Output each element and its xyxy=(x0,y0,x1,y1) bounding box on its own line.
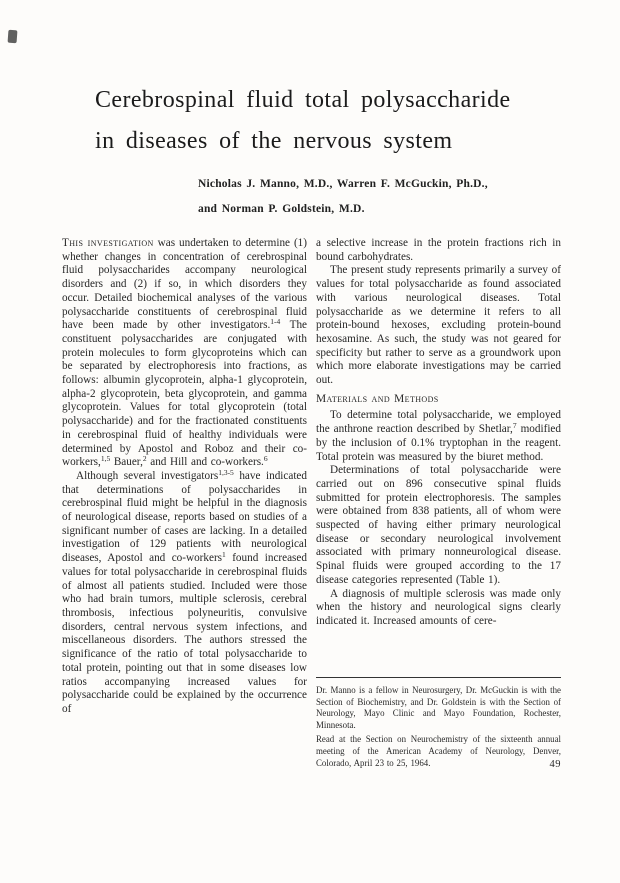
text-run: Dr. Manno is a fellow in Neurosurgery, Dr. McGuckin is with the Section of Biochemistry, and Dr. Goldstein is with the Section of Neurology, Mayo Clinic and Mayo Foundation, Rochester, Minnesota. xyxy=(316,685,561,730)
text-run: This investigation xyxy=(62,237,154,249)
paragraph xyxy=(316,464,561,587)
scan-ink-smudge xyxy=(8,30,18,44)
article-title xyxy=(95,80,575,162)
text-run: The constituent polysaccharides are conjugated with protein molecules to form glycoproteins which can be separated by electrophoresis into fractions, as follows: albumin glycoprotein, alpha-1 glycoprotein, alpha-2 glycoprotein, beta glycoprotein, and gamma glycoprotein. Values for total glycoprotein (total polysaccharide) and for the fractionated constituents in cerebrospinal fluid of healthy individuals were determined by Apostol and Roboz and their co-workers, xyxy=(62,319,308,469)
paragraph xyxy=(316,237,561,264)
text-run: was undertaken to determine (1) whether changes in concentration of cerebrospinal fluid polysaccharides accompany neurological disorders and (2) if so, in which disorders they occur. Detailed biochemical analyses of the various polysaccharide constituents of cerebrospinal fluid have been made by other investigators. xyxy=(62,237,307,332)
paragraph xyxy=(316,685,561,731)
body-column-right xyxy=(316,237,561,675)
text-run: Read at the Section on Neurochemistry of the sixteenth annual meeting of the American Academy of Neurology, Denver, Colorado, April 23 to 25, 1964. xyxy=(316,734,561,768)
authors-line-1: Nicholas J. Manno, M.D., Warren F. McGuckin, Ph.D., xyxy=(198,178,488,190)
paragraph xyxy=(316,588,561,629)
text-run: modified by the inclusion of 0.1% tryptophan in the reagent. Total protein was measured by the biuret method. xyxy=(316,423,561,463)
authors-line-2: and Norman P. Goldstein, M.D. xyxy=(198,203,365,215)
citation-superscript: 6 xyxy=(263,454,268,464)
text-run: a selective increase in the protein fractions rich in bound carbohydrates. xyxy=(316,237,561,263)
citation-superscript: 1,5 xyxy=(100,454,111,464)
paragraph xyxy=(316,409,561,464)
text-run: have indicated that determinations of polysaccharides in cerebrospinal fluid might be helpful in the diagnosis of neurological disease, reports based on studies of a significant number of cases are lacking. In a detailed investigation of 129 patients with neurological diseases, Apostol and co-workers xyxy=(62,469,307,565)
page-number: 49 xyxy=(549,759,561,770)
title-line-2: in diseases of the nervous system xyxy=(95,128,453,154)
citation-superscript: 1-4 xyxy=(270,317,281,327)
citation-superscript: 1 xyxy=(222,550,226,560)
text-run: Although several investigators xyxy=(76,469,219,482)
author-byline xyxy=(198,172,558,222)
paragraph xyxy=(62,237,307,470)
text-run: Determinations of total polysaccharide were carried out on 896 consecutive spinal fluids submitted for protein electrophoresis. The samples were obtained from 838 patients, all of whom were suspected of having either primary neurological disease or secondary neurological involvement associated with primary nonneurological disease. Spinal fluids were grouped according to the 17 disease categories represented (Table 1). xyxy=(316,464,561,586)
title-line-1: Cerebrospinal fluid total polysaccharide xyxy=(95,87,511,113)
section-heading xyxy=(316,393,561,407)
text-run: found increased values for total polysaccharide in cerebrospinal fluids of almost all patients studied. Included were those who had brain tumors, multiple sclerosis, cerebral thrombosis, infectious polyneuritis, convulsive disorders, central nervous system infections, and miscellaneous disorders. The authors stressed the significance of the ratio of total polysaccharide to total protein, pointing out that in some diseases low ratios accompanying increased values for polysaccharide could be explained by the occurrence of xyxy=(62,552,307,715)
citation-superscript: 1,3-5 xyxy=(218,467,234,477)
paragraph xyxy=(62,467,307,717)
footnote-block xyxy=(316,677,561,772)
citation-superscript: 2 xyxy=(142,454,147,464)
text-run: and Hill and co-workers. xyxy=(146,456,264,469)
citation-superscript: 7 xyxy=(512,421,517,431)
text-run: The present study represents primarily a survey of values for total polysaccharide as found associated with various neurological diseases. Total polysaccharide as we determine it refers to all protein-bound hexoses, excluding protein-bound hexosamine. As such, the study was not geared for specificity but rather to serve as a groundwork upon which more elaborate investigations may be carried out. xyxy=(316,264,561,387)
text-run: Bauer, xyxy=(110,456,143,469)
text-run: Materials and Methods xyxy=(316,392,439,405)
text-run: A diagnosis of multiple sclerosis was made only when the history and neurological signs clearly indicated it. Increased amounts of cere- xyxy=(316,587,561,627)
text-run: To determine total polysaccharide, we employed the anthrone reaction described by Shetlar, xyxy=(316,409,561,436)
paragraph xyxy=(316,264,561,387)
body-column-left xyxy=(62,237,307,717)
